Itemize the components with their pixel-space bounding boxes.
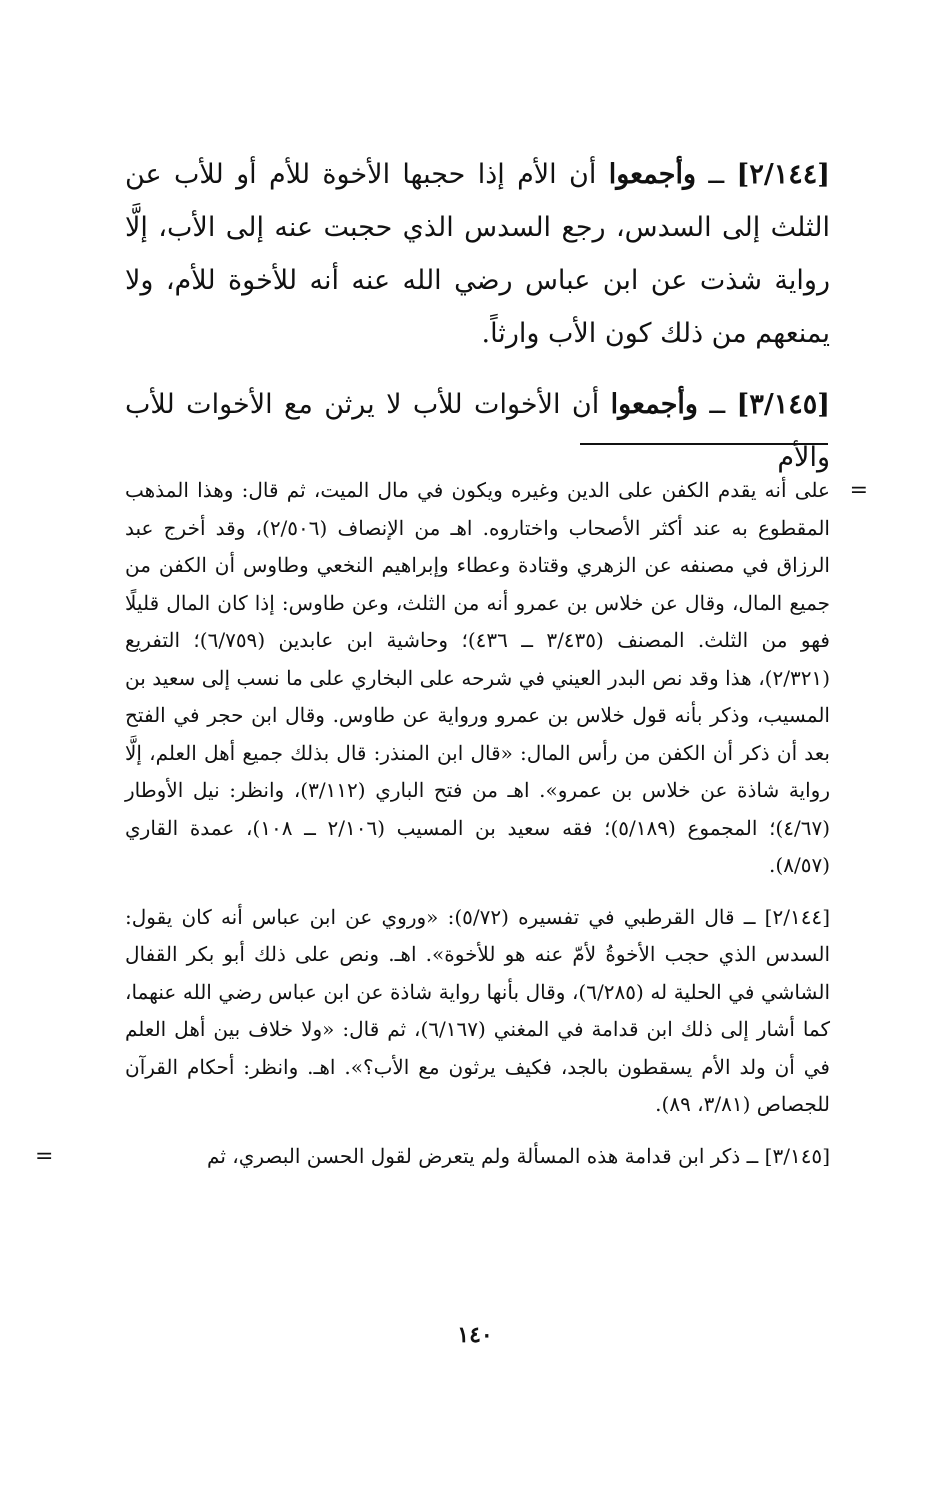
- footnote-text: ــ قال القرطبي في تفسيره (٥/٧٢): «وروي عن ابن عباس أنه كان يقول: السدس الذي حجب الأخوةُ لأمّ عنه هو للأخوة». اهـ. ونص على ذلك أبو بكر القفال الشاشي في الحلية له (٦/٢٨٥)، وقال بأنها رواية شاذة عن ابن عباس رضي الله عنهما، كما أشار إلى ذلك ابن قدامة في المغني (٦/١٦٧)، ثم قال: «ولا خلاف بين أهل العلم في أن ولد الأم يسقطون بالجد، فكيف يرثون مع الأب؟». اهـ. وانظر: أحكام القرآن للجصاص (٣/٨١، ٨٩).: [125, 904, 831, 1116]
- paragraph-text: أن الأم إذا حجبها الأخوة للأم أو للأب عن الثلث إلى السدس، رجع السدس الذي حجبت عنه إلى الأب، إلَّا رواية شذت عن ابن عباس رضي الله عنه أنه للأخوة للأم، ولا يمنعهم من ذلك كون الأب وارثاً.: [125, 159, 830, 349]
- continuation-mark: =: [849, 478, 868, 503]
- paragraph-lead-word: وأجمعوا: [608, 159, 697, 190]
- footnote-continued: [125, 472, 868, 885]
- footnote-reference: [٢/١٤٤]: [764, 904, 830, 929]
- paragraph-reference: [٣/١٤٥]: [736, 389, 830, 420]
- footnote-144: [125, 899, 830, 1124]
- continuation-mark: =: [35, 1143, 54, 1169]
- footnote-145: [35, 1138, 830, 1176]
- paragraph-reference: [٢/١٤٤]: [736, 159, 830, 190]
- footnote-text: ــ ذكر ابن قدامة هذه المسألة ولم يتعرض لقول الحسن البصري، ثم: [207, 1143, 765, 1168]
- footnote-text: على أنه يقدم الكفن على الدين وغيره ويكون في مال الميت، ثم قال: وهذا المذهب المقطوع به عند أكثر الأصحاب واختاروه. اهـ من الإنصاف (٢/٥٠٦)، وقد أخرج عبد الرزاق في مصنفه عن الزهري وقتادة وعطاء وإبراهيم النخعي وطاوس أن الكفن من جميع المال، وقال عن خلاس بن عمرو أنه من الثلث، وعن طاوس: إذا كان المال قليلًا فهو من الثلث. المصنف (٣/٤٣٥ ــ ٤٣٦)؛ وحاشية ابن عابدين (٦/٧٥٩)؛ التفريع (٢/٣٢١)، هذا وقد نص البدر العيني في شرحه على البخاري على ما نسب إلى سعيد بن المسيب، وذكر بأنه قول خلاس بن عمرو ورواية عن طاوس. وقال ابن حجر في الفتح بعد أن ذكر أن الكفن من رأس المال: «قال ابن المنذر: قال بذلك جميع أهل العلم، إلَّا رواية شاذة عن خلاس بن عمرو». اهـ من فتح الباري (٣/١١٢)، وانظر: نيل الأوطار (٤/٦٧)؛ المجموع (٥/١٨٩)؛ فقه سعيد بن المسيب (٢/١٠٦ ــ ١٠٨)، عمدة القاري (٨/٥٧).: [125, 478, 831, 877]
- main-paragraph-144: [125, 148, 830, 360]
- footnote-separator: [580, 443, 828, 445]
- page-number: ١٤٠: [457, 1322, 493, 1348]
- main-paragraph-145: [125, 378, 830, 484]
- paragraph-dash: ــ: [696, 159, 737, 190]
- footnotes: [35, 472, 868, 1189]
- paragraph-text: أن الأخوات للأب لا يرثن مع الأخوات للأب والأم: [125, 389, 830, 473]
- paragraph-dash: ــ: [697, 389, 737, 420]
- footnote-reference: [٣/١٤٥]: [764, 1143, 830, 1168]
- paragraph-lead-word: وأجمعوا: [610, 389, 698, 420]
- main-text: [125, 148, 830, 502]
